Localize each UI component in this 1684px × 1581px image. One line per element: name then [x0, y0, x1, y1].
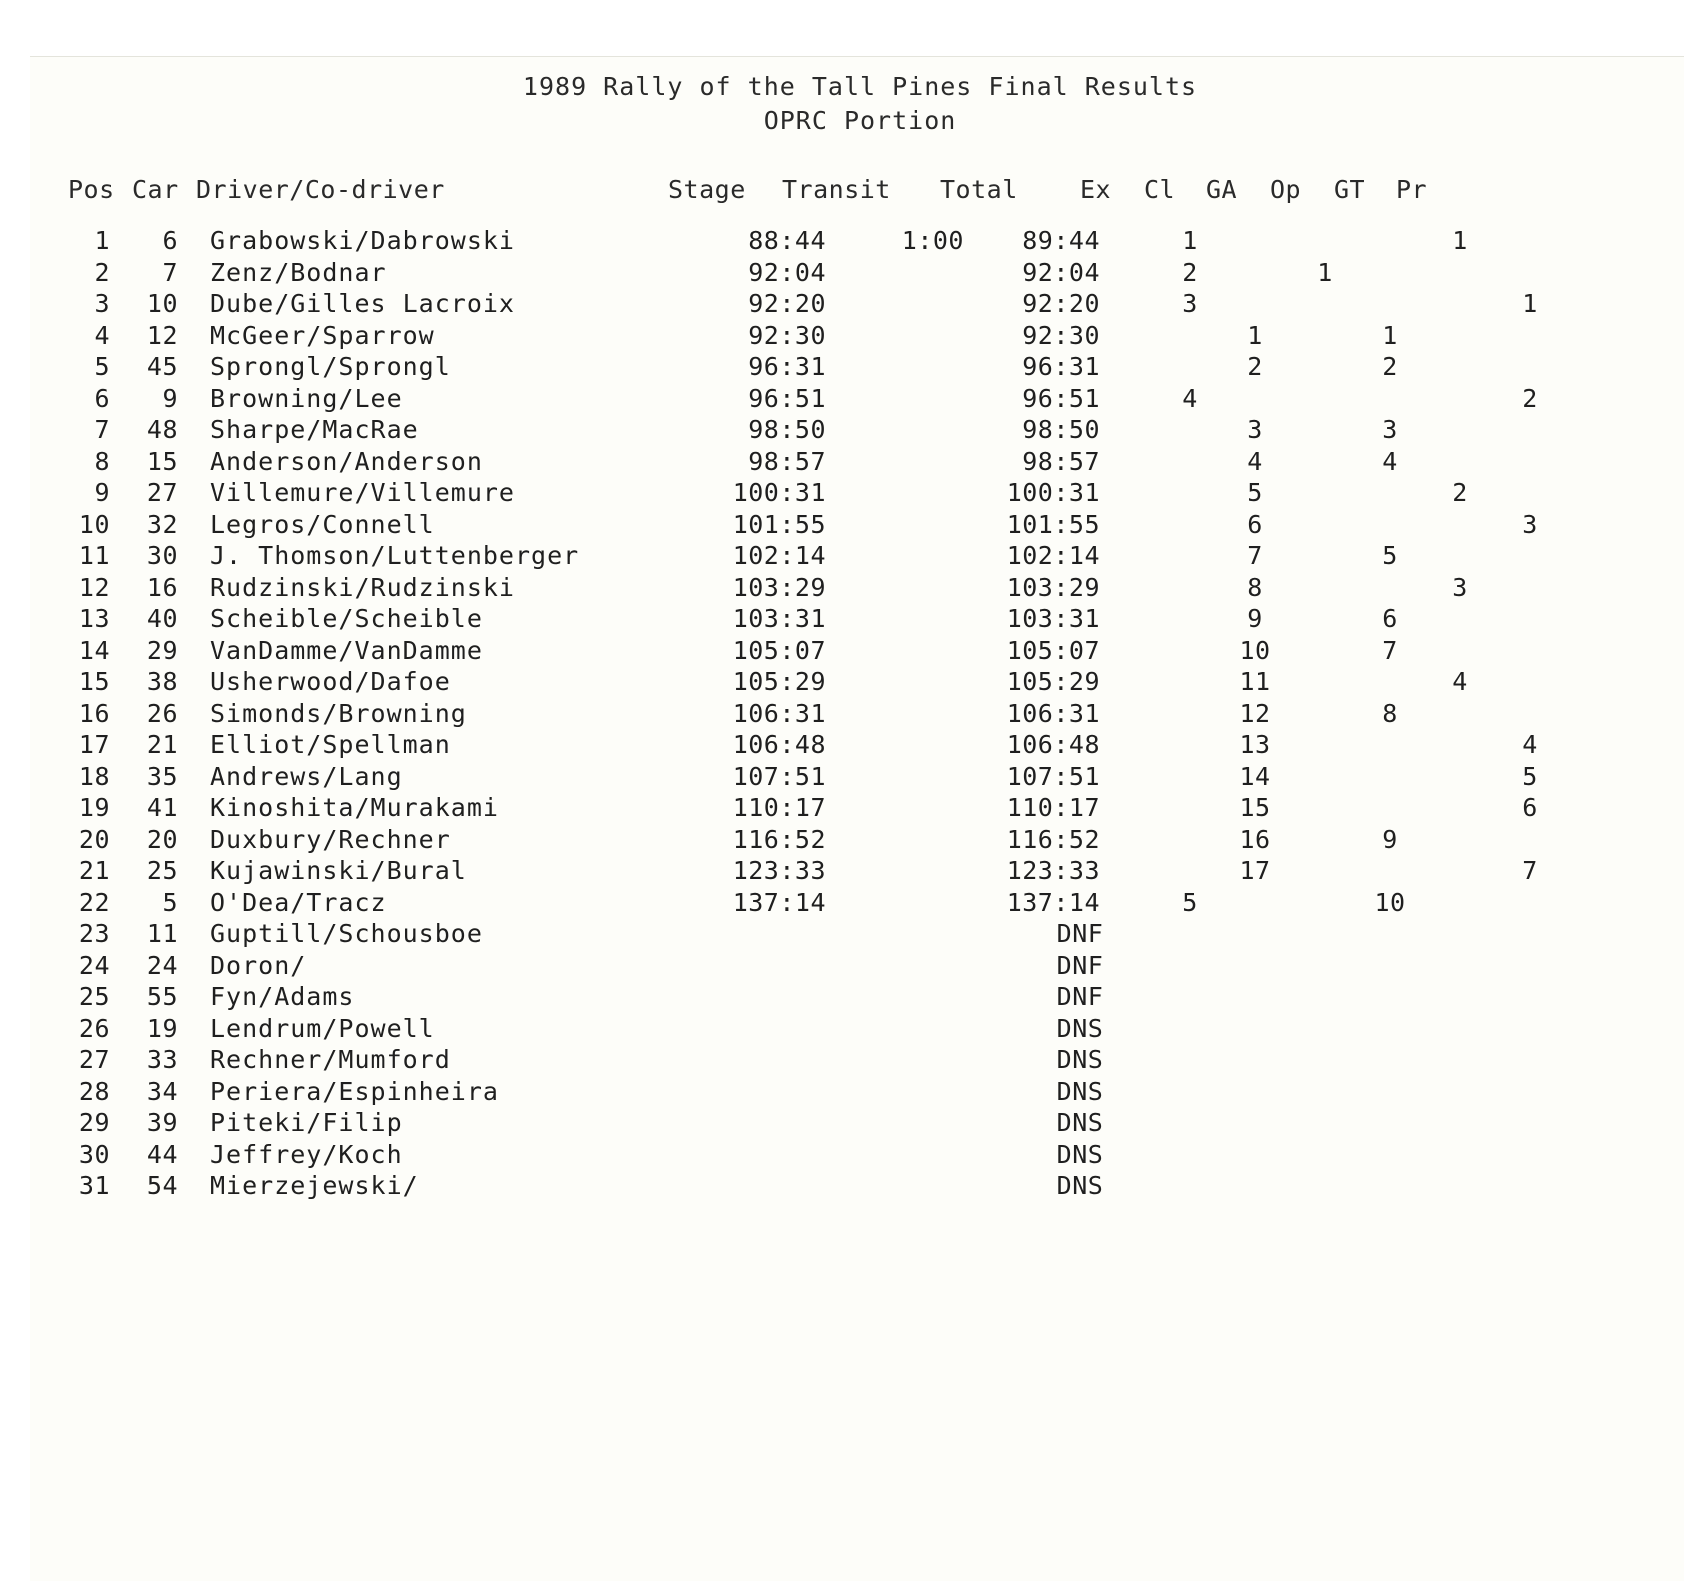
table-row [0, 539, 1684, 573]
car-cell: 27 [146, 478, 178, 507]
pos-cell: 1 [94, 226, 110, 255]
table-row [0, 791, 1684, 825]
status-cell: DNS [1056, 1076, 1104, 1106]
total-time-cell: 101:55 [1006, 509, 1100, 539]
stage-time-cell: 88:44 [748, 226, 826, 255]
status-cell: DNS [1056, 1171, 1104, 1200]
pos-cell: 12 [78, 572, 110, 602]
stage-time-cell: 92:20 [748, 289, 826, 318]
total-time-cell: 96:51 [1022, 383, 1100, 413]
header-total: Total [940, 175, 1018, 204]
pos-cell: 3 [94, 289, 110, 318]
car-cell: 45 [146, 352, 178, 381]
pr-class-rank-cell: 2 [1522, 383, 1538, 413]
pr-class-rank-cell: 1 [1522, 289, 1538, 318]
car-cell: 19 [146, 1013, 178, 1043]
car-cell: 48 [146, 415, 178, 444]
status-cell: DNF [1056, 950, 1104, 980]
car-cell: 38 [146, 667, 178, 696]
total-time-cell: 105:07 [1006, 635, 1100, 665]
total-time-cell: 103:31 [1006, 604, 1100, 633]
cl-class-rank-cell: 11 [1239, 667, 1271, 696]
table-row [0, 445, 1684, 479]
driver-cell: Dube/Gilles Lacroix [210, 289, 515, 318]
total-time-cell: 106:48 [1006, 730, 1100, 759]
table-row [0, 476, 1684, 510]
pos-cell: 7 [94, 415, 110, 444]
car-cell: 32 [146, 509, 178, 539]
total-time-cell: 106:31 [1006, 698, 1100, 728]
total-time-cell: 102:14 [1006, 541, 1100, 570]
pos-cell: 26 [78, 1013, 110, 1043]
op-class-rank-cell: 2 [1382, 352, 1398, 381]
car-cell: 5 [162, 887, 178, 917]
total-time-cell: 92:20 [1022, 289, 1100, 318]
total-time-cell: 100:31 [1006, 478, 1100, 507]
driver-cell: Piteki/Filip [210, 1108, 403, 1137]
ex-class-rank-cell: 1 [1182, 226, 1198, 255]
car-cell: 44 [146, 1139, 178, 1169]
stage-time-cell: 137:14 [732, 887, 826, 917]
header-transit: Transit [782, 175, 891, 204]
ex-class-rank-cell: 2 [1182, 257, 1198, 287]
driver-cell: Doron/ [210, 950, 307, 980]
table-row [0, 1012, 1684, 1046]
driver-cell: Simonds/Browning [210, 698, 467, 728]
car-cell: 29 [146, 635, 178, 665]
total-time-cell: 116:52 [1006, 824, 1100, 854]
driver-cell: Jeffrey/Koch [210, 1139, 403, 1169]
cl-class-rank-cell: 3 [1247, 415, 1263, 444]
driver-cell: Scheible/Scheible [210, 604, 483, 633]
table-row [0, 917, 1684, 951]
pos-cell: 19 [78, 793, 110, 822]
car-cell: 11 [146, 919, 178, 948]
status-cell: DNF [1056, 982, 1104, 1011]
table-row [0, 697, 1684, 731]
ex-class-rank-cell: 5 [1182, 887, 1198, 917]
table-row [0, 728, 1684, 762]
driver-cell: McGeer/Sparrow [210, 320, 435, 350]
table-row [0, 350, 1684, 384]
stage-time-cell: 96:31 [748, 352, 826, 381]
stage-time-cell: 96:51 [748, 383, 826, 413]
ex-class-rank-cell: 3 [1182, 289, 1198, 318]
driver-cell: Anderson/Anderson [210, 446, 483, 476]
pos-cell: 21 [78, 856, 110, 885]
driver-cell: VanDamme/VanDamme [210, 635, 483, 665]
driver-cell: Lendrum/Powell [210, 1013, 435, 1043]
pos-cell: 29 [78, 1108, 110, 1137]
cl-class-rank-cell: 4 [1247, 446, 1263, 476]
header-pos: Pos [68, 175, 115, 204]
car-cell: 34 [146, 1076, 178, 1106]
cl-class-rank-cell: 5 [1247, 478, 1263, 507]
pos-cell: 23 [78, 919, 110, 948]
total-time-cell: 123:33 [1006, 856, 1100, 885]
total-time-cell: 92:30 [1022, 320, 1100, 350]
stage-time-cell: 102:14 [732, 541, 826, 570]
table-row [0, 1138, 1684, 1172]
pos-cell: 28 [78, 1076, 110, 1106]
pr-class-rank-cell: 4 [1522, 730, 1538, 759]
gt-class-rank-cell: 2 [1452, 478, 1468, 507]
pos-cell: 25 [78, 982, 110, 1011]
status-cell: DNS [1056, 1139, 1104, 1169]
header-ga: GA [1206, 175, 1238, 204]
pr-class-rank-cell: 7 [1522, 856, 1538, 885]
driver-cell: Browning/Lee [210, 383, 403, 413]
car-cell: 30 [146, 541, 178, 570]
stage-time-cell: 106:31 [732, 698, 826, 728]
table-row [0, 1075, 1684, 1109]
document-subtitle: OPRC Portion [763, 106, 957, 135]
driver-cell: Rudzinski/Rudzinski [210, 572, 515, 602]
pos-cell: 27 [78, 1045, 110, 1074]
pos-cell: 9 [94, 478, 110, 507]
table-row [0, 760, 1684, 794]
driver-cell: Periera/Espinheira [210, 1076, 499, 1106]
table-row [0, 508, 1684, 542]
car-cell: 35 [146, 761, 178, 791]
pos-cell: 11 [78, 541, 110, 570]
cl-class-rank-cell: 17 [1239, 856, 1271, 885]
table-row [0, 256, 1684, 290]
car-cell: 54 [146, 1171, 178, 1200]
total-time-cell: 89:44 [1022, 226, 1100, 255]
cl-class-rank-cell: 15 [1239, 793, 1271, 822]
driver-cell: Villemure/Villemure [210, 478, 515, 507]
car-cell: 7 [162, 257, 178, 287]
cl-class-rank-cell: 12 [1239, 698, 1271, 728]
pos-cell: 15 [78, 667, 110, 696]
driver-cell: Kinoshita/Murakami [210, 793, 499, 822]
table-row [0, 886, 1684, 920]
op-class-rank-cell: 9 [1382, 824, 1398, 854]
total-time-cell: 96:31 [1022, 352, 1100, 381]
table-row [0, 224, 1684, 258]
driver-cell: Elliot/Spellman [210, 730, 451, 759]
table-row [0, 571, 1684, 605]
stage-time-cell: 116:52 [732, 824, 826, 854]
stage-time-cell: 105:29 [732, 667, 826, 696]
header-gt: GT [1334, 175, 1366, 204]
op-class-rank-cell: 5 [1382, 541, 1398, 570]
driver-cell: Rechner/Mumford [210, 1045, 451, 1074]
cl-class-rank-cell: 1 [1247, 320, 1263, 350]
pos-cell: 24 [78, 950, 110, 980]
total-time-cell: 105:29 [1006, 667, 1100, 696]
pos-cell: 10 [78, 509, 110, 539]
cl-class-rank-cell: 2 [1247, 352, 1263, 381]
cl-class-rank-cell: 9 [1247, 604, 1263, 633]
table-row [0, 602, 1684, 636]
total-time-cell: 98:57 [1022, 446, 1100, 476]
stage-time-cell: 123:33 [732, 856, 826, 885]
op-class-rank-cell: 7 [1382, 635, 1398, 665]
pos-cell: 6 [94, 383, 110, 413]
header-pr: Pr [1396, 175, 1428, 204]
car-cell: 40 [146, 604, 178, 633]
total-time-cell: 107:51 [1006, 761, 1100, 791]
pos-cell: 16 [78, 698, 110, 728]
pos-cell: 20 [78, 824, 110, 854]
op-class-rank-cell: 10 [1374, 887, 1406, 917]
cl-class-rank-cell: 13 [1239, 730, 1271, 759]
status-cell: DNS [1056, 1045, 1104, 1074]
header-driver: Driver/Co-driver [196, 175, 445, 204]
table-row [0, 634, 1684, 668]
cl-class-rank-cell: 8 [1247, 572, 1263, 602]
driver-cell: Kujawinski/Bural [210, 856, 467, 885]
cl-class-rank-cell: 10 [1239, 635, 1271, 665]
pos-cell: 2 [94, 257, 110, 287]
table-row [0, 382, 1684, 416]
pos-cell: 14 [78, 635, 110, 665]
total-time-cell: 103:29 [1006, 572, 1100, 602]
stage-time-cell: 92:30 [748, 320, 826, 350]
driver-cell: Zenz/Bodnar [210, 257, 387, 287]
car-cell: 55 [146, 982, 178, 1011]
pos-cell: 13 [78, 604, 110, 633]
op-class-rank-cell: 4 [1382, 446, 1398, 476]
stage-time-cell: 98:50 [748, 415, 826, 444]
car-cell: 15 [146, 446, 178, 476]
pos-cell: 30 [78, 1139, 110, 1169]
table-row [0, 949, 1684, 983]
driver-cell: Legros/Connell [210, 509, 435, 539]
pos-cell: 4 [94, 320, 110, 350]
total-time-cell: 137:14 [1006, 887, 1100, 917]
driver-cell: Duxbury/Rechner [210, 824, 451, 854]
car-cell: 24 [146, 950, 178, 980]
cl-class-rank-cell: 14 [1239, 761, 1271, 791]
gt-class-rank-cell: 1 [1452, 226, 1468, 255]
op-class-rank-cell: 8 [1382, 698, 1398, 728]
ga-class-rank-cell: 1 [1317, 257, 1333, 287]
cl-class-rank-cell: 6 [1247, 509, 1263, 539]
pos-cell: 5 [94, 352, 110, 381]
stage-time-cell: 98:57 [748, 446, 826, 476]
table-row [0, 823, 1684, 857]
stage-time-cell: 106:48 [732, 730, 826, 759]
stage-time-cell: 92:04 [748, 257, 826, 287]
status-cell: DNF [1056, 919, 1104, 948]
stage-time-cell: 110:17 [732, 793, 826, 822]
gt-class-rank-cell: 3 [1452, 572, 1468, 602]
header-op: Op [1270, 175, 1302, 204]
car-cell: 33 [146, 1045, 178, 1074]
car-cell: 25 [146, 856, 178, 885]
status-cell: DNS [1056, 1108, 1104, 1137]
header-ex: Ex [1080, 175, 1112, 204]
driver-cell: Grabowski/Dabrowski [210, 226, 515, 255]
table-row [0, 413, 1684, 447]
cl-class-rank-cell: 16 [1239, 824, 1271, 854]
pr-class-rank-cell: 3 [1522, 509, 1538, 539]
total-time-cell: 98:50 [1022, 415, 1100, 444]
header-car: Car [132, 175, 179, 204]
car-cell: 6 [162, 226, 178, 255]
pos-cell: 8 [94, 446, 110, 476]
document-title: 1989 Rally of the Tall Pines Final Results [522, 72, 1198, 101]
car-cell: 10 [146, 289, 178, 318]
car-cell: 21 [146, 730, 178, 759]
stage-time-cell: 101:55 [732, 509, 826, 539]
driver-cell: Sprongl/Sprongl [210, 352, 451, 381]
car-cell: 9 [162, 383, 178, 413]
driver-cell: Andrews/Lang [210, 761, 403, 791]
car-cell: 20 [146, 824, 178, 854]
table-row [0, 1043, 1684, 1077]
table-row [0, 665, 1684, 699]
car-cell: 41 [146, 793, 178, 822]
table-row [0, 854, 1684, 888]
op-class-rank-cell: 6 [1382, 604, 1398, 633]
stage-time-cell: 103:31 [732, 604, 826, 633]
pos-cell: 17 [78, 730, 110, 759]
driver-cell: J. Thomson/Luttenberger [210, 541, 580, 570]
stage-time-cell: 103:29 [732, 572, 826, 602]
car-cell: 26 [146, 698, 178, 728]
driver-cell: Sharpe/MacRae [210, 415, 419, 444]
driver-cell: O'Dea/Tracz [210, 887, 387, 917]
header-stage: Stage [668, 175, 746, 204]
cl-class-rank-cell: 7 [1247, 541, 1263, 570]
stage-time-cell: 105:07 [732, 635, 826, 665]
car-cell: 16 [146, 572, 178, 602]
total-time-cell: 110:17 [1006, 793, 1100, 822]
header-cl: Cl [1144, 175, 1176, 204]
table-row [0, 287, 1684, 321]
driver-cell: Mierzejewski/ [210, 1171, 419, 1200]
total-time-cell: 92:04 [1022, 257, 1100, 287]
op-class-rank-cell: 1 [1382, 320, 1398, 350]
driver-cell: Usherwood/Dafoe [210, 667, 451, 696]
transit-time-cell: 1:00 [901, 226, 964, 255]
table-row [0, 1106, 1684, 1140]
table-row [0, 319, 1684, 353]
stage-time-cell: 100:31 [732, 478, 826, 507]
car-cell: 12 [146, 320, 178, 350]
stage-time-cell: 107:51 [732, 761, 826, 791]
pr-class-rank-cell: 6 [1522, 793, 1538, 822]
table-row [0, 1169, 1684, 1203]
driver-cell: Fyn/Adams [210, 982, 355, 1011]
ex-class-rank-cell: 4 [1182, 383, 1198, 413]
pos-cell: 31 [78, 1171, 110, 1200]
gt-class-rank-cell: 4 [1452, 667, 1468, 696]
pos-cell: 22 [78, 887, 110, 917]
pos-cell: 18 [78, 761, 110, 791]
driver-cell: Guptill/Schousboe [210, 919, 483, 948]
table-row [0, 980, 1684, 1014]
pr-class-rank-cell: 5 [1522, 761, 1538, 791]
car-cell: 39 [146, 1108, 178, 1137]
op-class-rank-cell: 3 [1382, 415, 1398, 444]
status-cell: DNS [1056, 1013, 1104, 1043]
